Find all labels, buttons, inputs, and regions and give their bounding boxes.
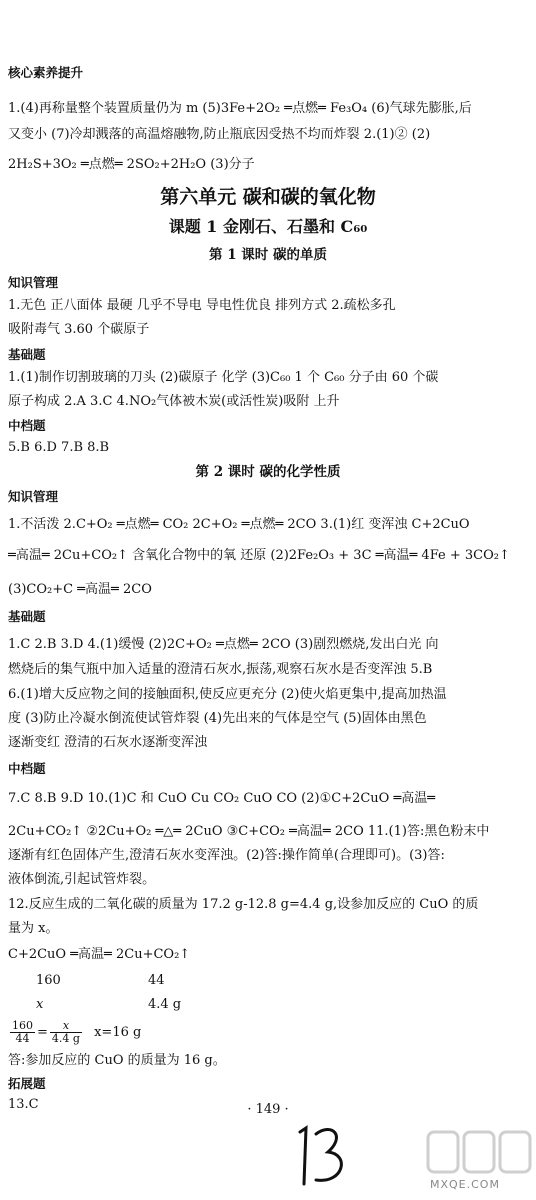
proportion-result: x=16 g [94,1025,142,1040]
core-line-3: 2H₂S+3O₂ ═点燃═ 2SO₂+2H₂O (3)分子 [8,157,255,172]
watermark-text: MXQE.COM [430,1178,500,1191]
section-title-core: 核心素养提升 [8,65,84,80]
knowledge-1-line-2: 吸附毒气 3.60 个碳原子 [8,322,150,337]
page-number: · 149 · [247,1102,289,1117]
handwritten-number-13 [292,1122,352,1192]
knowledge-2-line-1: 1.不活泼 2.C+O₂ ═点燃═ CO₂ 2C+O₂ ═点燃═ 2CO 3.(1)红 变浑浊 C+2CuO [8,517,470,532]
fraction-left-num: 160 [12,1019,33,1032]
core-line-1: 1.(4)再称量整个装置质量仍为 m (5)3Fe+2O₂ ═点燃═ Fe₃O₄ (6)气球先膨胀,后 [8,101,472,116]
middle-2-line-2: 2Cu+CO₂↑ ②2Cu+O₂ ═△═ 2CuO ③C+CO₂ ═高温═ 2CO 11.(1)答:黑色粉末中 [8,824,490,839]
middle-2-line-3: 逐渐有红色固体产生,澄清石灰水变浑浊。(2)答:操作简单(合理即可)。(3)答: [8,848,445,863]
basic-2-line-4: 度 (3)防止冷凝水倒流使试管炸裂 (4)先出来的气体是空气 (5)固体由黑色 [8,711,427,726]
basic-1-line-1: 1.(1)制作切割玻璃的刀头 (2)碳原子 化学 (3)C₆₀ 1 个 C₆₀ 分子由 60 个碳 [8,370,439,385]
basic-1-line-2: 原子构成 2.A 3.C 4.NO₂气体被木炭(或活性炭)吸附 上升 [8,394,340,409]
question-12-answer: 答:参加反应的 CuO 的质量为 16 g。 [8,1053,226,1068]
fraction-left-den: 44 [15,1032,30,1045]
unknown-mass-cuo: x [36,997,44,1012]
question-12-equation: C+2CuO ═高温═ 2Cu+CO₂↑ [8,947,191,962]
basic-title-1: 基础题 [8,347,46,362]
fraction-right [50,1020,82,1045]
basic-2-line-1: 1.C 2.B 3.D 4.(1)缓慢 (2)2C+O₂ ═点燃═ 2CO (3)剧烈燃烧,发出白光 向 [8,637,439,652]
molar-mass-co2: 44 [148,973,165,988]
knowledge-title-1: 知识管理 [8,275,59,290]
extension-title: 拓展题 [8,1076,46,1091]
fraction-left [10,1020,35,1045]
period-2-title: 第 2 课时 碳的化学性质 [195,464,341,480]
knowledge-title-2: 知识管理 [8,489,59,504]
knowledge-2-line-2: ═高温═ 2Cu+CO₂↑ 含氧化合物中的氧 还原 (2)2Fe₂O₃ + 3C ═高温═ 4Fe + 3CO₂↑ [8,548,510,563]
proportion-row: $\frac{160}{44}$ = $\frac{x}{4.4 g}$ x=16 g [12,1019,142,1045]
knowledge-1-line-1: 1.无色 正八面体 最硬 几乎不导电 导电性优良 排列方式 2.疏松多孔 [8,298,396,313]
mass-co2: 4.4 g [148,997,182,1012]
period-1-title: 第 1 课时 碳的单质 [209,247,327,263]
middle-2-line-4: 液体倒流,引起试管炸裂。 [8,872,156,887]
knowledge-2-line-3: (3)CO₂+C ═高温═ 2CO [8,582,152,597]
extension-line-1: 13.C [8,1097,39,1112]
middle-1-line-1: 5.B 6.D 7.B 8.B [8,440,110,455]
lesson-title: 课题 1 金刚石、石墨和 C₆₀ [168,217,368,236]
molar-mass-cuo: 160 [36,973,61,988]
fraction-right-den: 4.4 g [51,1032,80,1045]
question-12-line-1: 12.反应生成的二氧化碳的质量为 17.2 g-12.8 g=4.4 g,设参加反应的 CuO 的质 [8,897,479,912]
basic-2-line-3: 6.(1)增大反应物之间的接触面积,使反应更充分 (2)使火焰更集中,提高加热温 [8,687,447,702]
fraction-right-num: x [50,1020,82,1033]
middle-title-1: 中档题 [8,418,46,433]
middle-title-2: 中档题 [8,761,46,776]
basic-title-2: 基础题 [8,609,46,624]
unit-title: 第六单元 碳和碳的氧化物 [160,186,376,208]
core-line-2: 又变小 (7)冷却溅落的高温熔融物,防止瓶底因受热不均而炸裂 2.(1)② (2) [8,127,431,142]
middle-2-line-1: 7.C 8.B 9.D 10.(1)C 和 CuO Cu CO₂ CuO CO (2)①C+2CuO ═高温═ [8,791,436,806]
question-12-line-2: 量为 x。 [8,921,59,936]
basic-2-line-5: 逐渐变红 澄清的石灰水逐渐变浑浊 [8,735,208,750]
basic-2-line-2: 燃烧后的集气瓶中加入适量的澄清石灰水,振荡,观察石灰水是否变浑浊 5.B [8,662,433,677]
